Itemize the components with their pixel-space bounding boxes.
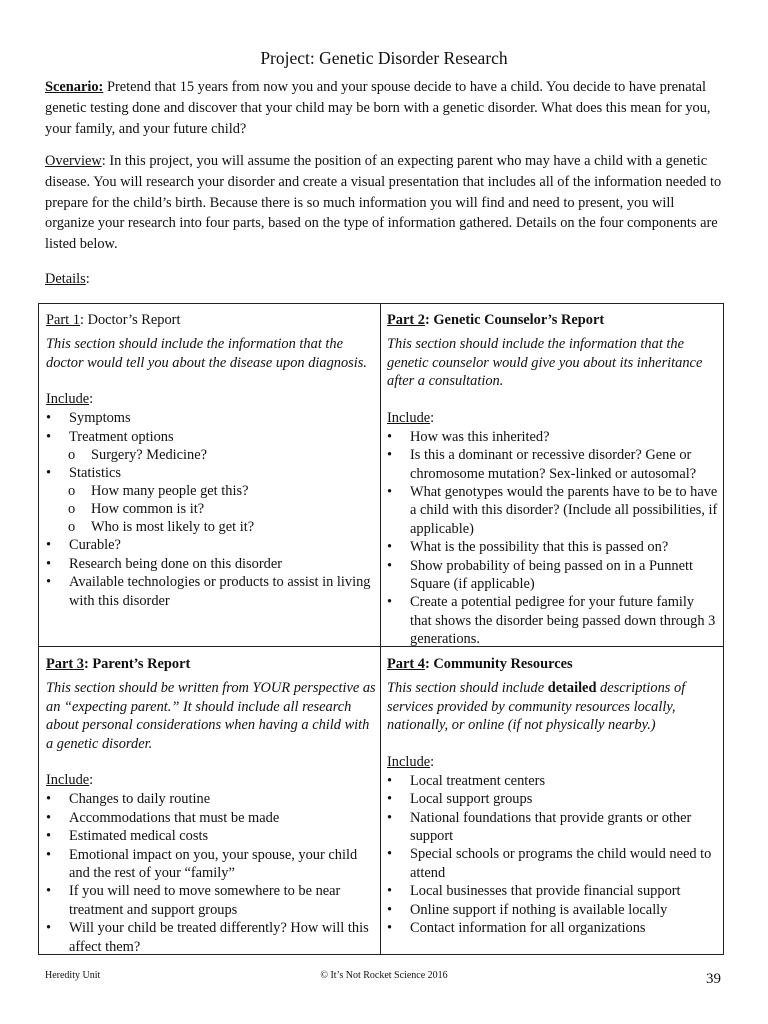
bullet-icon: •	[46, 920, 52, 937]
list-item	[387, 845, 719, 882]
bullet-icon: •	[387, 791, 393, 808]
list-item-text: What genotypes would the parents have to be to have a child with this disorder? (Include all possibilities, if applicable)	[410, 484, 718, 537]
bullet-icon: •	[387, 920, 393, 937]
circle-bullet-icon: o	[68, 519, 76, 536]
part-4-include-heading	[387, 753, 719, 772]
include-label: Include	[46, 391, 90, 408]
part-3-cell	[46, 654, 376, 956]
footer-unit-label: Heredity Unit	[45, 970, 101, 981]
list-item	[387, 882, 719, 900]
circle-bullet-icon: o	[68, 447, 76, 463]
scenario-paragraph	[45, 77, 725, 139]
circle-bullet-icon: o	[68, 501, 76, 518]
bullet-icon: •	[46, 410, 52, 427]
part-4-description-post: descriptions of services provided by community resources locally, nationally, or online (if not physically nearby.)	[387, 680, 686, 734]
bullet-icon: •	[46, 809, 52, 826]
part-3-include-list	[46, 790, 376, 956]
circle-bullet-icon: o	[68, 483, 76, 500]
part-1-include-heading	[46, 390, 376, 409]
list-item-text: Estimated medical costs	[69, 828, 209, 845]
list-item	[46, 428, 376, 446]
list-item-text: Special schools or programs the child would need to attend	[410, 846, 712, 881]
bullet-icon: •	[387, 883, 393, 900]
bullet-icon: •	[46, 846, 52, 863]
list-item	[46, 790, 376, 808]
part-3-description: This section should be written from YOUR perspective as an “expecting parent.” It should include all research about personal considerations when having a child with a genetic disorder.	[46, 680, 376, 752]
list-item-text: Create a potential pedigree for your future family that shows the disorder being passed down through 3 generations.	[410, 594, 716, 648]
details-label: Details	[45, 271, 86, 287]
list-item	[46, 555, 376, 573]
sub-list	[46, 482, 376, 536]
list-item-text: Will your child be treated differently? How will this affect them?	[69, 920, 369, 955]
part-3-title: : Parent’s Report	[83, 656, 191, 672]
include-label: Include	[387, 409, 431, 426]
sub-list-item	[46, 518, 376, 536]
part-4-label: Part 4	[387, 656, 425, 672]
list-item	[387, 446, 719, 483]
part-4-cell	[387, 654, 719, 937]
part-1-heading	[46, 310, 376, 330]
part-2-description: This section should include the information that the genetic counselor would give you about its inheritance after a consultation.	[387, 336, 703, 390]
list-item	[387, 483, 719, 538]
sub-list-item-text: Surgery? Medicine?	[91, 447, 208, 463]
list-item	[46, 409, 376, 427]
list-item-text: Local support groups	[410, 791, 533, 808]
list-item-text: Available technologies or products to assist in living with this disorder	[69, 574, 371, 609]
list-item	[387, 901, 719, 919]
list-item-text: Local businesses that provide financial support	[410, 883, 681, 900]
list-item-text: What is the possibility that this is passed on?	[410, 539, 669, 556]
list-item	[46, 919, 376, 956]
bullet-icon: •	[387, 557, 393, 574]
list-item	[46, 536, 376, 554]
scenario-label: Scenario:	[45, 79, 104, 95]
part-1-cell	[46, 310, 376, 610]
page-title: Project: Genetic Disorder Research	[260, 48, 508, 68]
sub-list-item-text: Who is most likely to get it?	[91, 519, 255, 536]
bullet-icon: •	[46, 791, 52, 808]
list-item-text: Contact information for all organizations	[410, 920, 646, 937]
bullet-icon: •	[46, 555, 52, 572]
bullet-icon: •	[46, 465, 52, 481]
page-number: 39	[706, 971, 721, 987]
bullet-icon: •	[46, 537, 52, 554]
part-1-title: : Doctor’s Report	[79, 312, 181, 328]
list-item	[387, 772, 719, 790]
details-heading	[45, 269, 725, 290]
part-2-cell	[387, 310, 719, 649]
part-4-title: : Community Resources	[424, 656, 573, 672]
list-item-text: Online support if nothing is available locally	[410, 901, 668, 918]
part-1-description: This section should include the information that the doctor would tell you about the disease upon diagnosis.	[46, 336, 367, 371]
include-label: Include	[387, 753, 431, 770]
list-item	[387, 593, 719, 648]
part-1-label: Part 1	[46, 312, 80, 328]
part-3-heading	[46, 654, 376, 674]
bullet-icon: •	[387, 772, 393, 789]
list-item	[46, 482, 376, 536]
bullet-icon: •	[387, 484, 393, 500]
list-item	[46, 827, 376, 845]
bullet-icon: •	[387, 539, 393, 556]
bullet-icon: •	[387, 447, 393, 464]
list-item	[46, 573, 376, 610]
list-item	[387, 557, 719, 594]
part-4-heading	[387, 654, 719, 674]
list-item	[387, 538, 719, 556]
include-colon: :	[89, 772, 94, 789]
part-2-title: : Genetic Counselor’s Report	[424, 312, 605, 328]
part-4-description	[387, 679, 719, 735]
list-item	[387, 809, 719, 846]
list-item-text: Accommodations that must be made	[69, 809, 280, 826]
list-item-text: Is this a dominant or recessive disorder? Gene or chromosome mutation? Sex-linked or autosomal?	[410, 447, 697, 482]
list-item	[46, 882, 376, 919]
list-item-text: Emotional impact on you, your spouse, your child and the rest of your “family”	[69, 846, 358, 881]
list-item-text: National foundations that provide grants or other support	[410, 809, 692, 844]
table-vertical-divider	[380, 304, 381, 954]
part-2-include-heading	[387, 409, 719, 428]
list-item	[387, 428, 719, 446]
list-item-text: Show probability of being passed on in a Punnett Square (if applicable)	[410, 557, 693, 593]
list-item-text: If you will need to move somewhere to be near treatment and support groups	[69, 883, 341, 918]
list-item	[387, 919, 719, 937]
part-2-include-list	[387, 428, 719, 649]
list-item-text: Curable?	[69, 537, 121, 554]
overview-text: : In this project, you will assume the position of an expecting parent who may have a child with a genetic disease. You will research your disorder and create a visual presentation that includes all of the information needed to prepare for the child’s birth. Because there is so much information you will find and need to present, you will organize your research into four parts, based on the type of information gathered. Details on the four components are listed below.	[45, 153, 722, 253]
include-label: Include	[46, 772, 90, 789]
sub-list	[46, 446, 376, 464]
include-colon: :	[430, 753, 435, 770]
part-3-include-heading	[46, 771, 376, 790]
sub-list-item-text: How many people get this?	[91, 483, 249, 500]
list-item-text: How was this inherited?	[410, 428, 550, 445]
footer-copyright: © It’s Not Rocket Science 2016	[320, 970, 448, 981]
list-item	[46, 464, 376, 482]
part-1-include-list	[46, 409, 376, 610]
list-item	[387, 790, 719, 808]
part-4-include-list	[387, 772, 719, 938]
list-item-text: Statistics	[69, 465, 121, 481]
sub-list-item	[46, 482, 376, 500]
list-item-text: Symptoms	[69, 410, 131, 427]
overview-paragraph	[45, 151, 725, 255]
sub-list-item	[46, 500, 376, 518]
details-colon: :	[85, 271, 90, 287]
list-item	[46, 846, 376, 883]
part-3-label: Part 3	[46, 656, 84, 672]
sub-list-item-text: How common is it?	[91, 501, 205, 518]
bullet-icon: •	[46, 428, 52, 445]
include-colon: :	[89, 391, 94, 408]
bullet-icon: •	[387, 594, 393, 611]
include-colon: :	[430, 409, 435, 426]
part-4-description-bold: detailed	[547, 680, 597, 696]
bullet-icon: •	[46, 574, 52, 591]
bullet-icon: •	[387, 846, 393, 863]
sub-list-item	[46, 446, 376, 464]
bullet-icon: •	[387, 809, 393, 826]
parts-table	[38, 303, 724, 955]
list-item-text: Changes to daily routine	[69, 791, 211, 808]
list-item	[46, 809, 376, 827]
bullet-icon: •	[46, 883, 52, 900]
overview-label: Overview	[45, 153, 102, 169]
bullet-icon: •	[387, 428, 393, 445]
bullet-icon: •	[46, 828, 52, 845]
list-item-text: Treatment options	[69, 428, 174, 445]
scenario-text: Pretend that 15 years from now you and your spouse decide to have a child. You decide to have prenatal genetic testing done and discover that your child may be born with a genetic disorder. What does this mean for you, your family, and your future child?	[45, 79, 711, 137]
part-2-label: Part 2	[387, 312, 425, 328]
list-item	[46, 446, 376, 464]
bullet-icon: •	[387, 901, 393, 918]
part-2-heading	[387, 310, 719, 330]
list-item-text: Research being done on this disorder	[69, 555, 283, 572]
part-4-description-pre: This section should include	[387, 680, 548, 696]
list-item-text: Local treatment centers	[410, 772, 546, 789]
